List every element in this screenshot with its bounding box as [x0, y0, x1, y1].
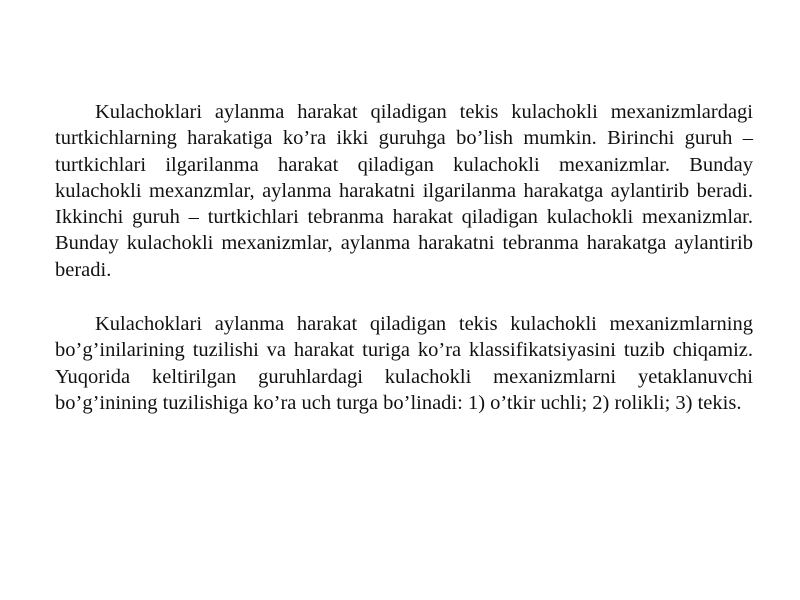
paragraph-1: Kulachoklari aylanma harakat qiladigan tekis kulachokli mexanizmlardagi turtkichlarning harakatiga ko’ra ikki guruhga bo’lish mumkin. Birinchi guruh – turtkichlari ilgarilanma harakat qiladigan kulachokli mexanizmlar. Bunday kulachokli mexanzmlar, aylanma harakatni ilgarilanma harakatga aylantirib beradi. Ikkinchi guruh – turtkichlari tebranma harakat qiladigan kulachokli mexanizmlar. Bunday kulachokli mexanizmlar, aylanma harakatni tebranma harakatga aylantirib beradi.: [55, 101, 753, 281]
paragraph-2: Kulachoklari aylanma harakat qiladigan tekis kulachokli mexanizmlarning bo’g’inilarining tuzilishi va harakat turiga ko’ra klassifikatsiyasini tuzib chiqamiz. Yuqorida keltirilgan guruhlardagi kulachokli mexanizmlarni yetaklanuvchi bo’g’inining tuzilishiga ko’ra uch turga bo’linadi: 1) o’tkir uchli; 2) rolikli; 3) tekis.: [55, 313, 753, 414]
document-body: [55, 99, 753, 416]
